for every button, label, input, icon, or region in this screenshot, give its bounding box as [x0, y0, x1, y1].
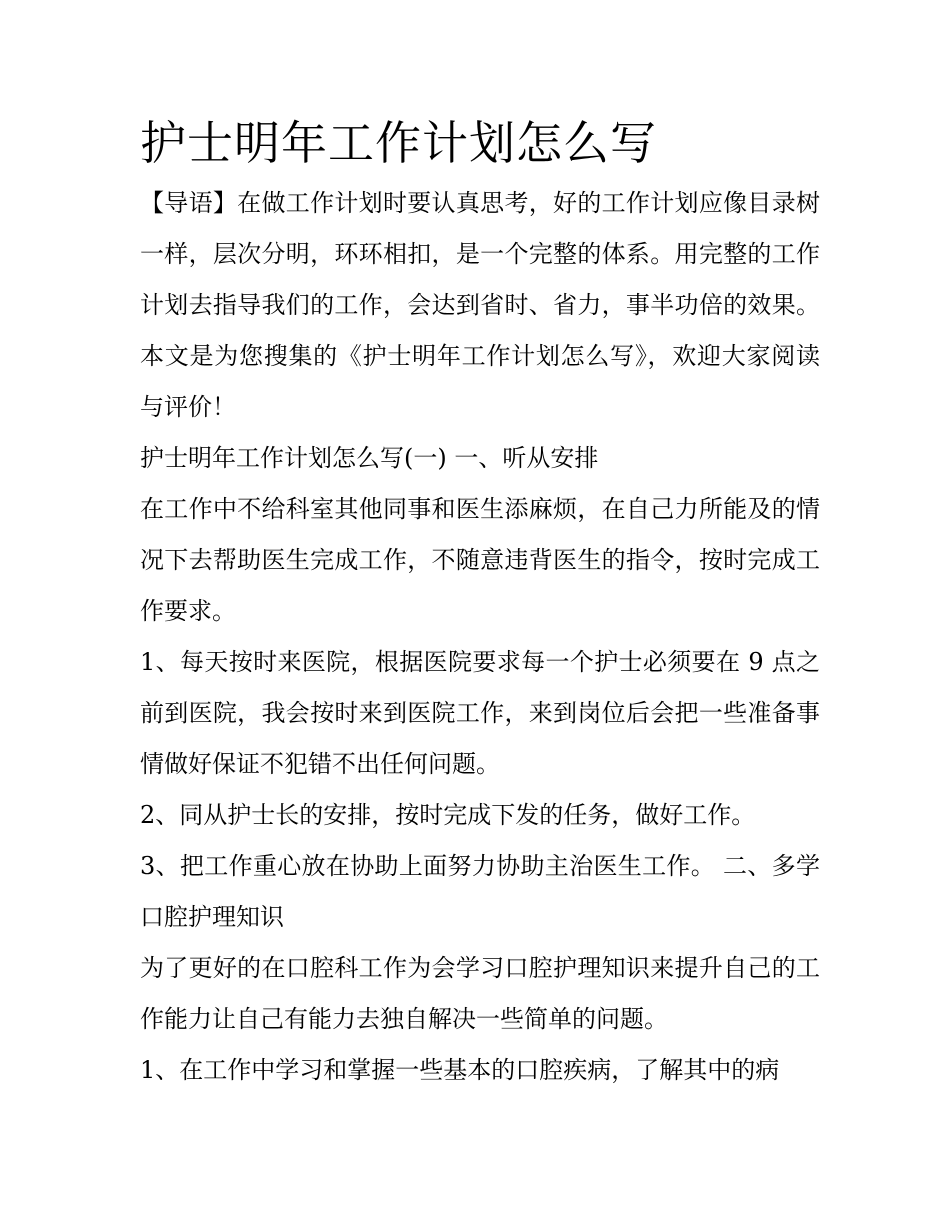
document-title: 护士明年工作计划怎么写 [140, 116, 657, 170]
list-item-1: 1、每天按时来医院，根据医院要求每一个护士必须要在 9 点之前到医院，我会按时来到医院工作，来到岗位后会把一些准备事情做好保证不犯错不出任何问题。 [140, 648, 820, 779]
list-item-3: 3、把工作重心放在协助上面努力协助主治医生工作。 二、多学口腔护理知识 [140, 852, 820, 932]
section-heading-1: 护士明年工作计划怎么写(一) 一、听从安排 [140, 444, 599, 473]
body-paragraph: 在工作中不给科室其他同事和医生添麻烦，在自己力所能及的情况下去帮助医生完成工作，不随意违背医生的指令，按时完成工作要求。 [140, 495, 820, 626]
body-paragraph: 为了更好的在口腔科工作为会学习口腔护理知识来提升自己的工作能力让自己有能力去独自解决一些简单的问题。 [140, 954, 820, 1034]
list-item-1: 1、在工作中学习和掌握一些基本的口腔疾病，了解其中的病 [140, 1056, 780, 1085]
list-item-2: 2、同从护士长的安排，按时完成下发的任务，做好工作。 [140, 801, 756, 830]
intro-paragraph: 【导语】在做工作计划时要认真思考，好的工作计划应像目录树一样，层次分明，环环相扣，是一个完整的体系。用完整的工作计划去指导我们的工作，会达到省时、省力，事半功倍的效果。本文是为您搜集的《护士明年工作计划怎么写》，欢迎大家阅读与评价！ [140, 189, 820, 422]
document-page [140, 112, 820, 1096]
